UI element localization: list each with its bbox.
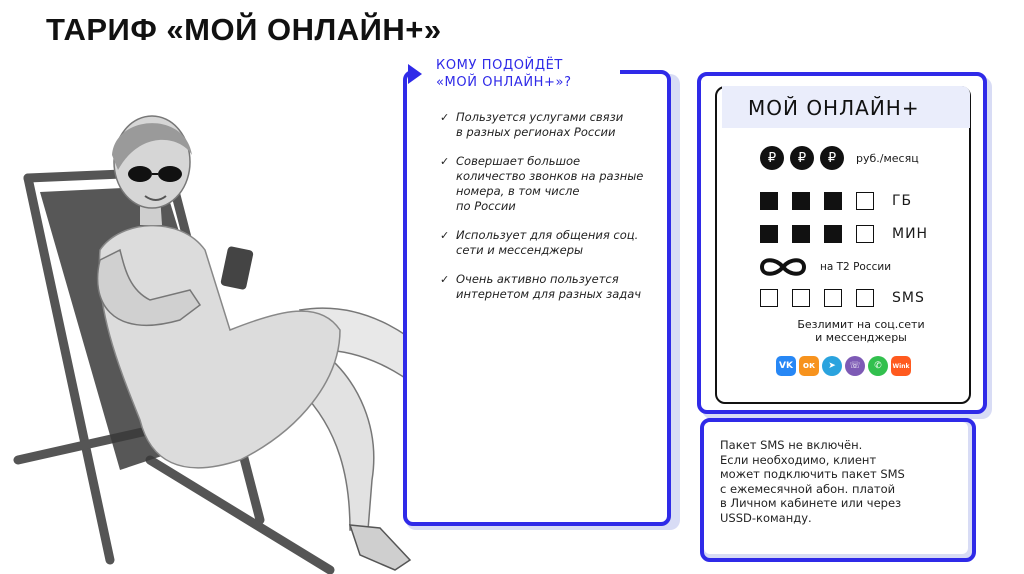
- empty-square-icon: [856, 192, 874, 210]
- unlimited-calls-row: [758, 256, 891, 278]
- messenger-icons: [776, 356, 914, 376]
- empty-square-icon: [856, 225, 874, 243]
- check-icon: ✓: [440, 273, 450, 286]
- filled-square-icon: [760, 192, 778, 210]
- min-row: [760, 225, 928, 243]
- filled-square-icon: [760, 225, 778, 243]
- sms-row: [760, 289, 925, 307]
- filled-square-icon: [792, 225, 810, 243]
- telegram-icon: ➤: [822, 356, 842, 376]
- filled-square-icon: [824, 192, 842, 210]
- infinity-icon: [758, 256, 808, 278]
- list-item: ✓ Очень активно пользуется интернетом для разных задач: [440, 272, 642, 301]
- check-icon: ✓: [440, 229, 450, 242]
- who-fits-list: [440, 110, 668, 316]
- vk-icon: VK: [776, 356, 796, 376]
- unlimited-social-text: Безлимит на соц.сети и мессенджеры: [797, 318, 925, 344]
- sms-label: SMS: [892, 290, 925, 306]
- filled-square-icon: [824, 225, 842, 243]
- viber-icon: ☏: [845, 356, 865, 376]
- empty-square-icon: [856, 289, 874, 307]
- price-row: [760, 146, 919, 170]
- plan-name: МОЙ ОНЛАЙН+: [748, 96, 920, 120]
- page-title: ТАРИФ «МОЙ ОНЛАЙН+»: [46, 12, 442, 47]
- sms-note-text: Пакет SMS не включён. Если необходимо, клиент может подключить пакет SMS с ежемесячной абон. платой в Личном кабинете или через USSD-команду.: [720, 438, 905, 525]
- filled-square-icon: [792, 192, 810, 210]
- infinity-label: на Т2 России: [820, 261, 892, 273]
- price-unit: руб./месяц: [856, 151, 919, 165]
- list-item: ✓ Совершает большое количество звонков на разные номера, в том числе по России: [440, 154, 644, 213]
- gb-label: ГБ: [892, 193, 913, 209]
- min-label: МИН: [892, 226, 929, 242]
- list-item: ✓ Пользуется услугами связи в разных регионах России: [440, 110, 624, 139]
- gb-row: [760, 192, 912, 210]
- ruble-coin-icon: ₽: [790, 146, 814, 170]
- list-item: ✓ Использует для общения соц. сети и мессенджеры: [440, 228, 639, 257]
- ruble-coin-icon: ₽: [760, 146, 784, 170]
- whatsapp-icon: ✆: [868, 356, 888, 376]
- empty-square-icon: [792, 289, 810, 307]
- triangle-marker-icon: [408, 64, 422, 84]
- ruble-coin-icon: ₽: [820, 146, 844, 170]
- wink-icon: Wink: [891, 356, 911, 376]
- check-icon: ✓: [440, 155, 450, 168]
- empty-square-icon: [760, 289, 778, 307]
- check-icon: ✓: [440, 111, 450, 124]
- empty-square-icon: [824, 289, 842, 307]
- odnoklassniki-icon: ок: [799, 356, 819, 376]
- who-fits-heading: КОМУ ПОДОЙДЁТ «МОЙ ОНЛАЙН+»?: [436, 58, 572, 90]
